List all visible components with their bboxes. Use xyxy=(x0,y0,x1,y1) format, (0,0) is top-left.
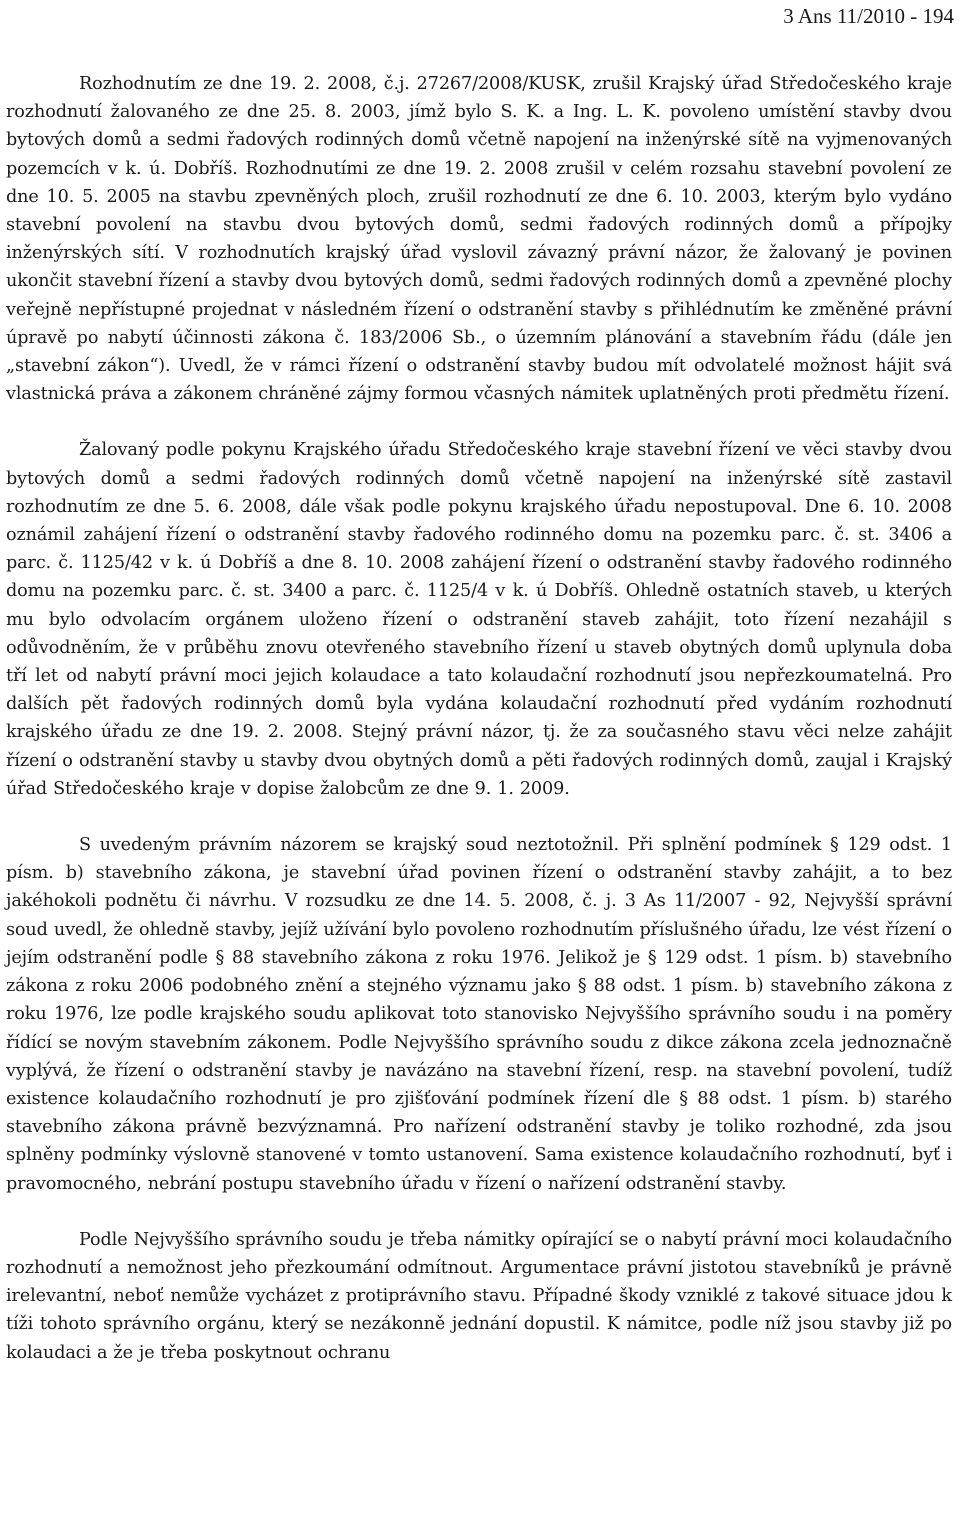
paragraph-gap xyxy=(6,1198,952,1226)
paragraph-3: S uvedeným právním názorem se krajský soud neztotožnil. Při splnění podmínek § 129 odst. 1 písm. b) stavebního zákona, je stavební úřad povinen řízení o odstranění stavby zahájit, a to bez jakéhokoli podnětu či návrhu. V rozsudku ze dne 14. 5. 2008, č. j. 3 As 11/2007 - 92, Nejvyšší správní soud uvedl, že ohledně stavby, jejíž užívání bylo povoleno rozhodnutím příslušného úřadu, lze vést řízení o jejím odstranění podle § 88 stavebního zákona z roku 1976. Jelikož je § 129 odst. 1 písm. b) stavebního zákona z roku 2006 podobného znění a stejného významu jako § 88 odst. 1 písm. b) stavebního zákona z roku 1976, lze podle krajského soudu aplikovat toto stanovisko Nejvyššího správního soudu i na poměry řídící se novým stavebním zákonem. Podle Nejvyššího správního soudu z dikce zákona zcela jednoznačně vyplývá, že řízení o odstranění stavby je navázáno na stavební řízení, resp. na stavební povolení, tudíž existence kolaudačního rozhodnutí je pro zjišťování podmínek řízení dle § 88 odst. 1 písm. b) starého stavebního zákona právně bezvýznamná. Pro nařízení odstranění stavby je toliko rozhodné, zda jsou splněny podmínky výslovně stanovené v tomto ustanovení. Sama existence kolaudačního rozhodnutí, byť i pravomocného, nebrání postupu stavebního úřadu v řízení o nařízení odstranění stavby. xyxy=(6,835,952,1194)
paragraph-2: Žalovaný podle pokynu Krajského úřadu Středočeského kraje stavební řízení ve věci stavby dvou bytových domů a sedmi řadových rodinných domů včetně napojení na inženýrské sítě zastavil rozhodnutím ze dne 5. 6. 2008, dále však podle pokynu krajského úřadu nepostupoval. Dne 6. 10. 2008 oznámil zahájení řízení o odstranění stavby řadového rodinného domu na pozemku parc. č. st. 3406 a parc. č. 1125/42 v k. ú Dobříš a dne 8. 10. 2008 zahájení řízení o odstranění stavby řadového rodinného domu na pozemku parc. č. st. 3400 a parc. č. 1125/4 v k. ú Dobříš. Ohledně ostatních staveb, u kterých mu bylo odvolacím orgánem uloženo řízení o odstranění staveb zahájit, toto řízení nezahájil s odůvodněním, že v průběhu znovu otevřeného stavebního řízení u staveb obytných domů uplynula doba tří let od nabytí právní moci jejich kolaudace a tato kolaudační rozhodnutí jsou nepřezkoumatelná. Pro dalších pět řadových rodinných domů byla vydána kolaudační rozhodnutí před vydáním rozhodnutí krajského úřadu ze dne 19. 2. 2008. Stejný právní názor, tj. že za současného stavu věci nelze zahájit řízení o odstranění stavby u stavby dvou obytných domů a pěti řadových rodinných domů, zaujal i Krajský úřad Středočeského kraje v dopise žalobcům ze dne 9. 1. 2009. xyxy=(6,440,952,799)
paragraph-gap xyxy=(6,408,952,436)
paragraph-4: Podle Nejvyššího správního soudu je třeba námitky opírající se o nabytí právní moci kolaudačního rozhodnutí a nemožnost jeho přezkoumání odmítnout. Argumentace právní jistotou stavebníků je právně irelevantní, neboť nemůže vycházet z protiprávního stavu. Případné škody vzniklé z takové situace jdou k tíži tohoto správního orgánu, který se nezákonně jednání dopustil. K námitce, podle níž jsou stavby již po kolaudaci a že je třeba poskytnout ochranu xyxy=(6,1229,952,1363)
document-body xyxy=(6,70,952,1367)
paragraph-1: Rozhodnutím ze dne 19. 2. 2008, č.j. 27267/2008/KUSK, zrušil Krajský úřad Středočeského kraje rozhodnutí žalovaného ze dne 25. 8. 2003, jímž bylo S. K. a Ing. L. K. povoleno umístění stavby dvou bytových domů a sedmi řadových rodinných domů včetně napojení na inženýrské sítě na vyjmenovaných pozemcích v k. ú. Dobříš. Rozhodnutími ze dne 19. 2. 2008 zrušil v celém rozsahu stavební povolení ze dne 10. 5. 2005 na stavbu zpevněných ploch, zrušil rozhodnutí ze dne 6. 10. 2003, kterým bylo vydáno stavební povolení na stavbu dvou bytových domů, sedmi řadových rodinných domů a přípojky inženýrských sítí. V rozhodnutích krajský úřad vyslovil závazný právní názor, že žalovaný je povinen ukončit stavební řízení a stavby dvou bytových domů, sedmi řadových rodinných domů a zpevněné plochy veřejně nepřístupné projednat v následném řízení o odstranění stavby s přihlédnutím ke změněné právní úpravě po nabytí účinnosti zákona č. 183/2006 Sb., o územním plánování a stavebním řádu (dále jen „stavební zákon“). Uvedl, že v rámci řízení o odstranění stavby budou mít odvolatelé možnost hájit svá vlastnická práva a zákonem chráněné zájmy formou včasných námitek uplatněných proti předmětu řízení. xyxy=(6,74,952,405)
paragraph-gap xyxy=(6,803,952,831)
case-number-header: 3 Ans 11/2010 - 194 xyxy=(783,4,954,28)
